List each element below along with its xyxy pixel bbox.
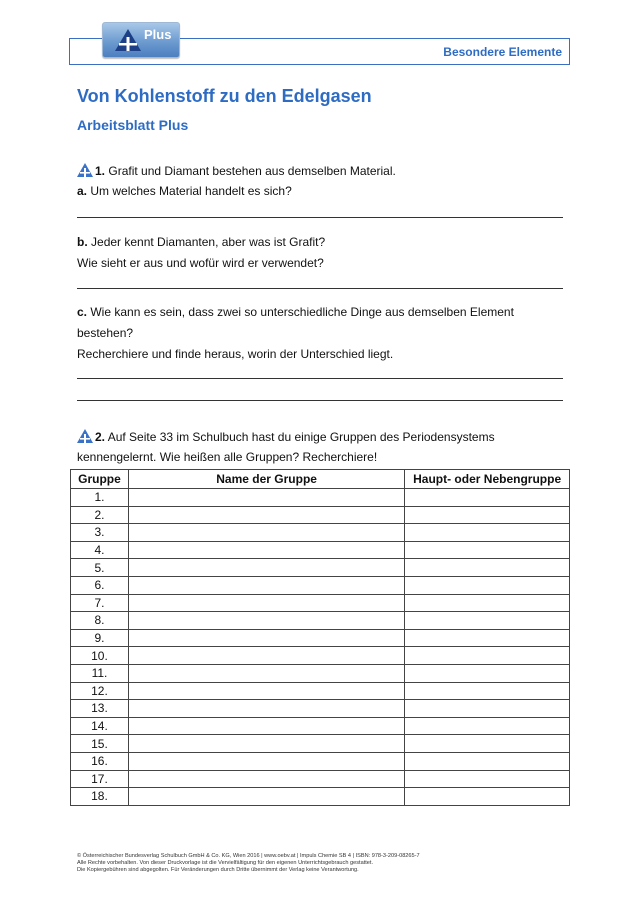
page-title: Von Kohlenstoff zu den Edelgasen xyxy=(77,86,372,106)
section-label: Besondere Elemente xyxy=(443,45,562,59)
group-type-cell[interactable] xyxy=(405,717,570,735)
question-1c-text-2: bestehen? xyxy=(77,326,134,340)
group-type-cell[interactable] xyxy=(405,735,570,753)
question-1a xyxy=(77,184,292,198)
question-1c-text: Wie kann es sein, dass zwei so unterschiedliche Dinge aus demselben Element xyxy=(90,305,514,319)
group-name-cell[interactable] xyxy=(128,682,404,700)
table-row xyxy=(71,770,570,788)
group-name-cell[interactable] xyxy=(128,612,404,630)
group-number-cell: 5. xyxy=(71,559,129,577)
group-name-cell[interactable] xyxy=(128,559,404,577)
question-1b-text-2: Wie sieht er aus und wofür wird er verwendet? xyxy=(77,256,324,270)
group-type-cell[interactable] xyxy=(405,629,570,647)
question-1b xyxy=(77,235,325,249)
group-type-cell[interactable] xyxy=(405,506,570,524)
group-number-cell: 2. xyxy=(71,506,129,524)
table-row xyxy=(71,664,570,682)
group-number-cell: 17. xyxy=(71,770,129,788)
group-number-cell: 15. xyxy=(71,735,129,753)
question-1a-text: Um welches Material handelt es sich? xyxy=(90,184,292,198)
plus-logo xyxy=(102,22,180,58)
group-name-cell[interactable] xyxy=(128,770,404,788)
group-number-cell: 4. xyxy=(71,541,129,559)
group-name-cell[interactable] xyxy=(128,788,404,806)
table-row xyxy=(71,717,570,735)
group-name-cell[interactable] xyxy=(128,700,404,718)
group-number-cell: 10. xyxy=(71,647,129,665)
answer-line[interactable] xyxy=(77,288,563,289)
table-row xyxy=(71,559,570,577)
column-header-name: Name der Gruppe xyxy=(128,470,404,489)
group-type-cell[interactable] xyxy=(405,647,570,665)
question-1b-text: Jeder kennt Diamanten, aber was ist Grafit? xyxy=(91,235,326,249)
page-subtitle: Arbeitsblatt Plus xyxy=(77,117,189,133)
group-number-cell: 3. xyxy=(71,524,129,542)
group-name-cell[interactable] xyxy=(128,524,404,542)
group-number-cell: 12. xyxy=(71,682,129,700)
question-2 xyxy=(95,430,495,444)
group-type-cell[interactable] xyxy=(405,664,570,682)
table-row xyxy=(71,629,570,647)
group-name-cell[interactable] xyxy=(128,752,404,770)
answer-line[interactable] xyxy=(77,400,563,401)
question-2-text-2: kennengelernt. Wie heißen alle Gruppen? Recherchiere! xyxy=(77,450,378,464)
table-row xyxy=(71,524,570,542)
group-number-cell: 6. xyxy=(71,576,129,594)
group-type-cell[interactable] xyxy=(405,576,570,594)
logo-text: Plus xyxy=(144,27,172,42)
table-row xyxy=(71,735,570,753)
group-name-cell[interactable] xyxy=(128,576,404,594)
group-name-cell[interactable] xyxy=(128,541,404,559)
group-name-cell[interactable] xyxy=(128,647,404,665)
group-type-cell[interactable] xyxy=(405,770,570,788)
table-row xyxy=(71,576,570,594)
question-1 xyxy=(95,164,396,178)
footer-line-1: © Österreichischer Bundesverlag Schulbuch GmbH & Co. KG, Wien 2016 | www.oebv.at | Impuls Chemie SB 4 | ISBN: 978-3-209-08265-7 xyxy=(77,853,420,859)
group-type-cell[interactable] xyxy=(405,559,570,577)
table-row xyxy=(71,682,570,700)
question-1a-label: a. xyxy=(77,184,88,198)
group-type-cell[interactable] xyxy=(405,788,570,806)
group-number-cell: 16. xyxy=(71,752,129,770)
question-1c xyxy=(77,305,514,319)
group-number-cell: 8. xyxy=(71,612,129,630)
question-1c-label: c. xyxy=(77,305,88,319)
question-2-number: 2. xyxy=(95,430,106,444)
table-row xyxy=(71,489,570,507)
group-type-cell[interactable] xyxy=(405,594,570,612)
group-type-cell[interactable] xyxy=(405,700,570,718)
group-name-cell[interactable] xyxy=(128,629,404,647)
footer xyxy=(77,853,420,874)
question-2-text: Auf Seite 33 im Schulbuch hast du einige Gruppen des Periodensystems xyxy=(107,430,495,444)
table-row xyxy=(71,788,570,806)
group-name-cell[interactable] xyxy=(128,735,404,753)
table-row xyxy=(71,541,570,559)
table-row xyxy=(71,700,570,718)
group-number-cell: 1. xyxy=(71,489,129,507)
table-row xyxy=(71,647,570,665)
question-1-text: Grafit und Diamant bestehen aus demselben Material. xyxy=(108,164,396,178)
column-header-haupt-neben: Haupt- oder Nebengruppe xyxy=(405,470,570,489)
group-name-cell[interactable] xyxy=(128,506,404,524)
group-type-cell[interactable] xyxy=(405,612,570,630)
answer-line[interactable] xyxy=(77,378,563,379)
group-number-cell: 13. xyxy=(71,700,129,718)
table-row xyxy=(71,594,570,612)
column-header-gruppe: Gruppe xyxy=(71,470,129,489)
group-number-cell: 9. xyxy=(71,629,129,647)
group-name-cell[interactable] xyxy=(128,489,404,507)
group-number-cell: 14. xyxy=(71,717,129,735)
periodic-groups-table xyxy=(70,469,570,806)
group-name-cell[interactable] xyxy=(128,717,404,735)
group-type-cell[interactable] xyxy=(405,489,570,507)
group-type-cell[interactable] xyxy=(405,752,570,770)
question-1c-text-3: Recherchiere und finde heraus, worin der Unterschied liegt. xyxy=(77,347,394,361)
group-type-cell[interactable] xyxy=(405,682,570,700)
footer-line-3: Die Kopiergebühren sind abgegolten. Für Veränderungen durch Dritte übernimmt der Verlag keine Verantwortung. xyxy=(77,867,359,873)
table-row xyxy=(71,612,570,630)
plus-triangle-icon xyxy=(77,163,93,177)
question-1-number: 1. xyxy=(95,164,106,178)
table-body xyxy=(71,489,570,806)
answer-line[interactable] xyxy=(77,217,563,218)
group-number-cell: 7. xyxy=(71,594,129,612)
group-type-cell[interactable] xyxy=(405,541,570,559)
group-type-cell[interactable] xyxy=(405,524,570,542)
group-name-cell[interactable] xyxy=(128,664,404,682)
plus-triangle-icon xyxy=(77,429,93,443)
table-header-row xyxy=(71,470,570,489)
group-number-cell: 11. xyxy=(71,664,129,682)
footer-line-2: Alle Rechte vorbehalten. Von dieser Druckvorlage ist die Vervielfältigung für den eigenen Unterrichtsgebrauch gestattet. xyxy=(77,860,374,866)
table-row xyxy=(71,752,570,770)
table-row xyxy=(71,506,570,524)
triangle-logo-icon xyxy=(115,29,141,51)
group-name-cell[interactable] xyxy=(128,594,404,612)
group-number-cell: 18. xyxy=(71,788,129,806)
question-1b-label: b. xyxy=(77,235,88,249)
